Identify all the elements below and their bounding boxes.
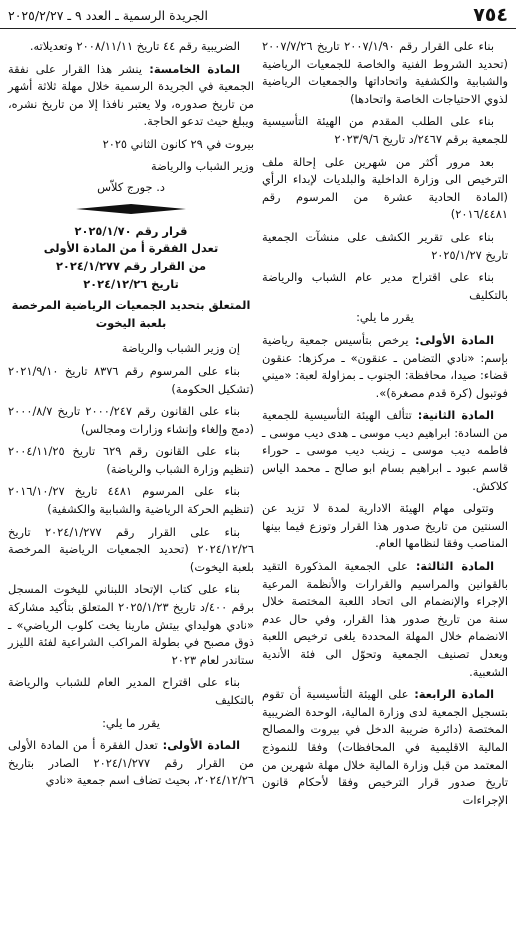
- article-label: المادة الخامسة:: [142, 61, 240, 76]
- decision-heading-line: تاريخ ٢٠٢٤/١٢/٢٦: [83, 276, 179, 291]
- decision-subject: المتعلق بتحديد الجمعيات الرياضية المرخصة بلعبة اليخوت: [11, 298, 251, 330]
- page-number: ٧٥٤: [473, 4, 508, 26]
- article-label: المادة الرابعة:: [408, 687, 494, 702]
- article-label: المادة الثالثة:: [407, 559, 495, 574]
- article-label: المادة الثانية:: [411, 408, 494, 423]
- article-text: يرخص بتأسيس جمعية رياضية بإسم: «نادي التضامن ـ عنقون» ـ مركزها: عنقون قضاء: صيدا، محافظة: الجنوب ـ بمزاولة لعبة: «ميني فوتبول (كرة قدم مصغرة)».: [262, 332, 508, 400]
- article-text: على الهيئة التأسيسية أن تقوم بتسجيل الجمعية لدى وزارة المالية، الوحدة الضريبية المختصة (دائرة ضريبة الدخل في بيروت والمصالح المالية الاقليمية في المحافظات) وفقا للنموذج المعتمد من قبل وزارة المالية خلال مهلة شهرين من تاريخ صدور قرار الترخيص وفقا لأحكام قانون الإجراءات: [262, 687, 508, 807]
- article-paragraph: [262, 558, 508, 681]
- paragraph: إن وزير الشباب والرياضة: [121, 341, 240, 356]
- decision-heading-line: تعدل الفقرة أ من المادة الأولى: [43, 241, 219, 256]
- decides-line: يقرر ما يلي:: [102, 715, 160, 730]
- paragraph: الضريبية رقم ٤٤ تاريخ ٢٠٠٨/١١/١١ وتعديلاته.: [29, 39, 240, 53]
- divider-ornament-icon: [76, 203, 186, 215]
- paragraph: بناء على تقرير الكشف على منشآت الجمعية تاريخ ٢٠٢٥/١/٢٧: [262, 229, 508, 262]
- signature-block: [8, 136, 254, 197]
- paragraph: بناء على الطلب المقدم من الهيئة التأسيسية للجمعية برقم ٢٤٦٧/د تاريخ ٢٠٢٣/٩/٦: [262, 114, 508, 146]
- article-text: على الجمعية المذكورة التقيد بالقوانين والمراسيم والقرارات والأنظمة المرعية الإجراء والإنضمام الى اتحاد اللعبة المختصة خلال سنة من تاريخ صدور هذا القرار، وفي حال عدم الانضمام خلال المهلة المحددة يلغى ترخيص اللعبة ويعدل تصنيف الجمعية وتحوّل الى فئة الأندية الشعبية.: [262, 559, 508, 679]
- decision-heading-line: قرار رقم ٢٠٢٥/١/٧٠: [74, 223, 188, 238]
- paragraph: بناء على اقتراح المدير العام للشباب والرياضة بالتكليف: [8, 675, 254, 707]
- paragraph: بناء على القانون رقم ٢٠٠٠/٢٤٧ تاريخ ٢٠٠٠/٨/٧ (دمج وإلغاء وإنشاء وزارات ومجالس): [8, 404, 254, 436]
- gazette-issue-title: الجريدة الرسمية ـ العدد ٩ ـ ٢٠٢٥/٢/٢٧: [8, 8, 208, 23]
- paragraph: بناء على المرسوم رقم ٨٣٧٦ تاريخ ٢٠٢١/٩/١٠ (تشكيل الحكومة): [8, 363, 254, 396]
- paragraph: بناء على القانون رقم ٦٢٩ تاريخ ٢٠٠٤/١١/٢٥ (تنظيم وزارة الشباب والرياضة): [8, 444, 254, 476]
- article-label: المادة الأولى:: [408, 332, 494, 347]
- paragraph: بناء على القرار رقم ٢٠٠٧/١/٩٠ تاريخ ٢٠٠٧/٧/٢٦ (تحديد الشروط الفنية والخاصة للجمعيات الرياضية والشبابية والكشفية واتحاداتها والجمعيات الرياضية لذوي الاحتياجات الخاصة واتحادها): [262, 39, 508, 106]
- article-text: تعدل الفقرة أ من المادة الأولى من القرار رقم ٢٠٢٤/١/٢٧٧ الصادر بتاريخ ٢٠٢٤/١٢/٢٦، بحيث تضاف اسم جمعية «نادي: [8, 738, 254, 788]
- paragraph: بناء على القرار رقم ٢٠٢٤/١/٢٧٧ تاريخ ٢٠٢٤/١٢/٢٦ (تحديد الجمعيات الرياضية المرخصة بلعبة اليخوت): [8, 524, 254, 574]
- paragraph: بناء على كتاب الإتحاد اللبناني لليخوت المسجل برقم ٤٠٠/د تاريخ ٢٠٢٥/١/٢٣ المتعلق بتأكيد مشاركة «نادي هوليداي بيتش مارينا يخت كلوب الرياضي» ـ ذوق مصبح في بطولة المراكب الشراعية لفئة الليزر ستاندر لعام ٢٠٢٣: [8, 582, 254, 667]
- article-paragraph: [262, 332, 508, 402]
- decision-heading-line: من القرار رقم ٢٠٢٤/١/٢٧٧: [55, 258, 207, 273]
- left-column: [8, 38, 254, 795]
- article-label: المادة الأولى:: [157, 738, 240, 753]
- article-paragraph: [262, 407, 508, 495]
- paragraph: وتتولى مهام الهيئة الادارية لمدة لا تزيد عن السنتين من تاريخ صدور هذا القرار وتوزع فيما بينها المناصب وفقا لنظامها العام.: [262, 501, 508, 551]
- paragraph: بناء على اقتراح مدير عام الشباب والرياضة بالتكليف: [262, 270, 508, 302]
- paragraph: بعد مرور أكثر من شهرين على إحالة ملف الترخيص الى وزارة الداخلية والبلديات لإبداء الرأي (المادة الحادية عشرة من المرسوم رقم ٢٠١٦/٤٤٨١): [262, 154, 508, 222]
- signature-place-date: بيروت في ٢٩ كانون الثاني ٢٠٢٥: [102, 136, 254, 151]
- signature-name: د. جورج كلاّس: [97, 180, 165, 195]
- page-header: [0, 0, 516, 29]
- article-paragraph: [8, 737, 254, 790]
- section-divider: [76, 203, 186, 215]
- signature-title: وزير الشباب والرياضة: [151, 158, 254, 173]
- decision-heading: [8, 223, 254, 293]
- right-column: [262, 38, 508, 814]
- paragraph: بناء على المرسوم ٤٤٨١ تاريخ ٢٠١٦/١٠/٢٧ (تنظيم الحركة الرياضية والشبابية والكشفية): [8, 484, 254, 517]
- article-paragraph: [262, 686, 508, 809]
- article-paragraph: [8, 61, 254, 131]
- article-text: ينشر هذا القرار على نفقة الجمعية في الجريدة الرسمية خلال مهلة ثلاثة أشهر من تاريخ صدوره، ولا يعتبر نافذا إلا من تاريخ نشره، ويبلغ حيث تدعو الحاجة.: [8, 61, 254, 129]
- article-text: تتألف الهيئة التأسيسية للجمعية من السادة: ابراهيم ديب موسى ـ هدى ديب موسى ـ فاطمه ديب موسى ـ زينب ديب موسى ـ حوراء قاسم عبود ـ ابراهيم بسام ابو صالح ـ محمد الياس كلاكش.: [262, 408, 508, 493]
- decides-line: يقرر ما يلي:: [356, 310, 414, 325]
